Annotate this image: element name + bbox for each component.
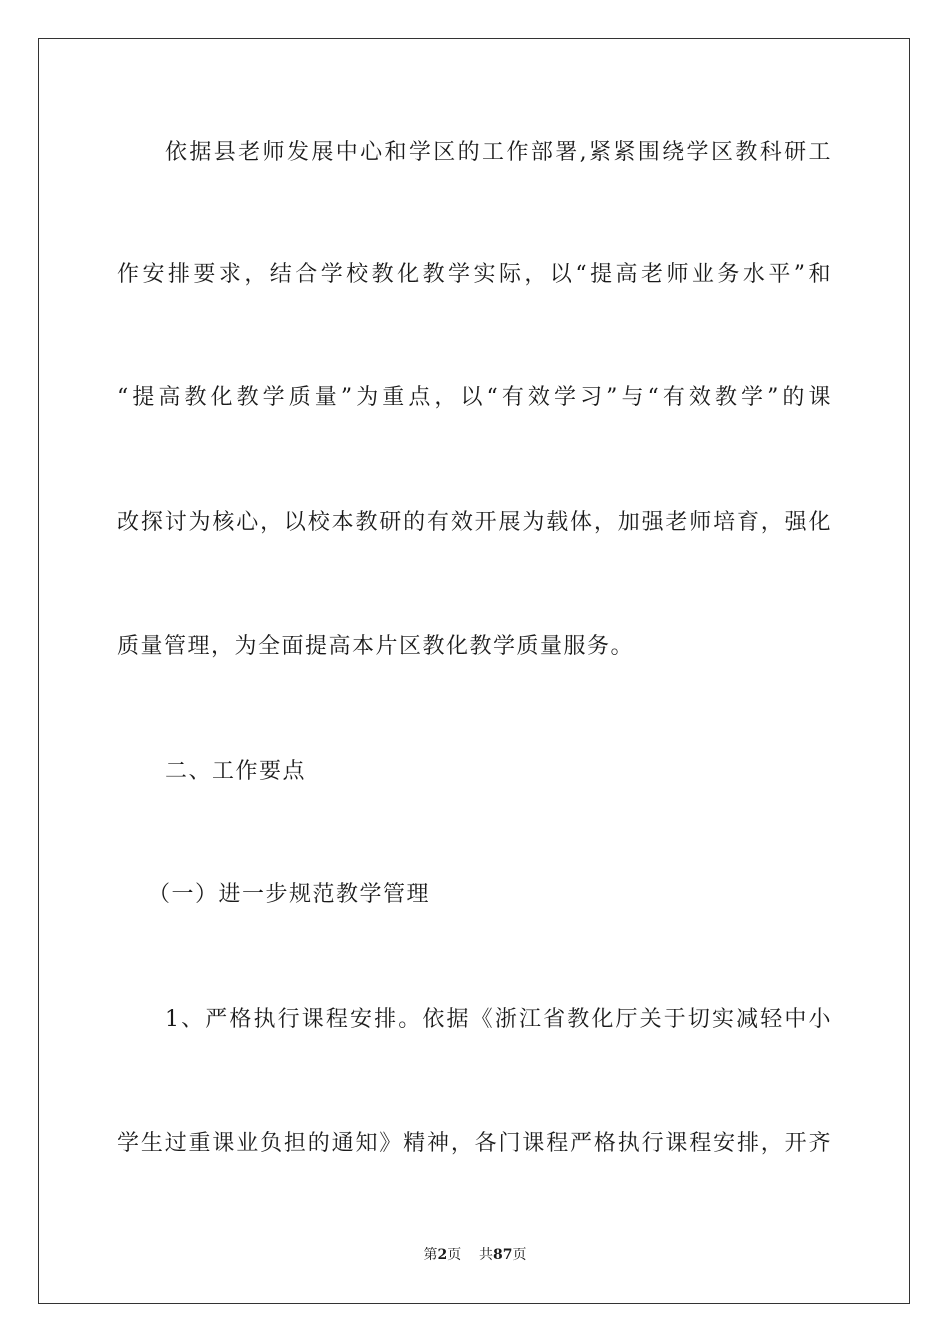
- page-footer: [0, 1245, 950, 1265]
- page-frame: [38, 38, 910, 1304]
- paragraph-line-3: “提高教化教学质量”为重点，以“有效学习”与“有效教学”的课: [117, 385, 832, 410]
- footer-page-number: 2: [437, 1247, 448, 1263]
- paragraph-line-7: 学生过重课业负担的通知》精神，各门课程严格执行课程安排，开齐: [117, 1131, 832, 1156]
- paragraph-line-4: 改探讨为核心，以校本教研的有效开展为载体，加强老师培育，强化: [117, 510, 832, 535]
- paragraph-line-1: 依据县老师发展中心和学区的工作部署,紧紧围绕学区教科研工: [165, 140, 832, 165]
- footer-page-prefix: 第: [423, 1247, 438, 1263]
- section-heading: 二、工作要点: [165, 759, 307, 784]
- footer-page-suffix: 页: [447, 1247, 462, 1263]
- footer-total-prefix: 共: [479, 1247, 494, 1263]
- paragraph-line-6: 1、严格执行课程安排。依据《浙江省教化厅关于切实减轻中小: [165, 1007, 832, 1032]
- paragraph-line-2: 作安排要求，结合学校教化教学实际，以“提高老师业务水平”和: [117, 262, 832, 287]
- footer-total-suffix: 页: [512, 1247, 527, 1263]
- footer-total-pages: 87: [493, 1247, 513, 1263]
- paragraph-line-5: 质量管理，为全面提高本片区教化教学质量服务。: [117, 634, 635, 659]
- subsection-heading: （一）进一步规范教学管理: [148, 882, 431, 907]
